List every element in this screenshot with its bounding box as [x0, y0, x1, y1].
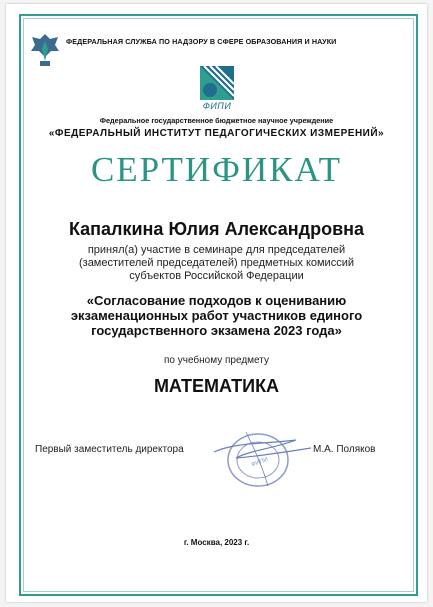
svg-text:ФИПИ: ФИПИ: [250, 456, 269, 469]
participation-line: субъектов Российской Федерации: [129, 270, 304, 282]
participation-text: [56, 244, 377, 283]
certificate-title: СЕРТИФИКАТ: [90, 150, 343, 189]
seminar-line: экзаменационных работ участников единого: [70, 308, 363, 323]
recipient-name: Капалкина Юлия Александровна: [68, 219, 365, 239]
signatory-name: М.А. Поляков: [313, 444, 376, 455]
eagle-emblem-icon: [28, 31, 62, 69]
place-date: г. Москва, 2023 г.: [183, 538, 250, 547]
subject-name: МАТЕМАТИКА: [153, 376, 280, 396]
institution-type: Федеральное государственное бюджетное научное учреждение: [99, 116, 334, 125]
seminar-line: «Согласование подходов к оцениванию: [86, 293, 347, 308]
seminar-title: [36, 293, 397, 338]
subject-intro: по учебному предмету: [164, 355, 269, 366]
seal-stamp-icon: [206, 422, 316, 490]
fipi-logo-text: ФИПИ: [202, 101, 232, 111]
participation-line: принял(а) участие в семинаре для председателей: [87, 244, 346, 256]
seminar-line: государственного экзамена 2023 года»: [91, 323, 342, 338]
participation-line: (заместителей председателей) предметных комиссий: [78, 257, 354, 269]
certificate-page: [6, 4, 427, 602]
signatory-role: Первый заместитель директора: [35, 444, 184, 455]
institution-name: «ФЕДЕРАЛЬНЫЙ ИНСТИТУТ ПЕДАГОГИЧЕСКИХ ИЗМЕРЕНИЙ»: [48, 128, 385, 139]
agency-name: ФЕДЕРАЛЬНАЯ СЛУЖБА ПО НАДЗОРУ В СФЕРЕ ОБРАЗОВАНИЯ И НАУКИ: [66, 37, 337, 46]
